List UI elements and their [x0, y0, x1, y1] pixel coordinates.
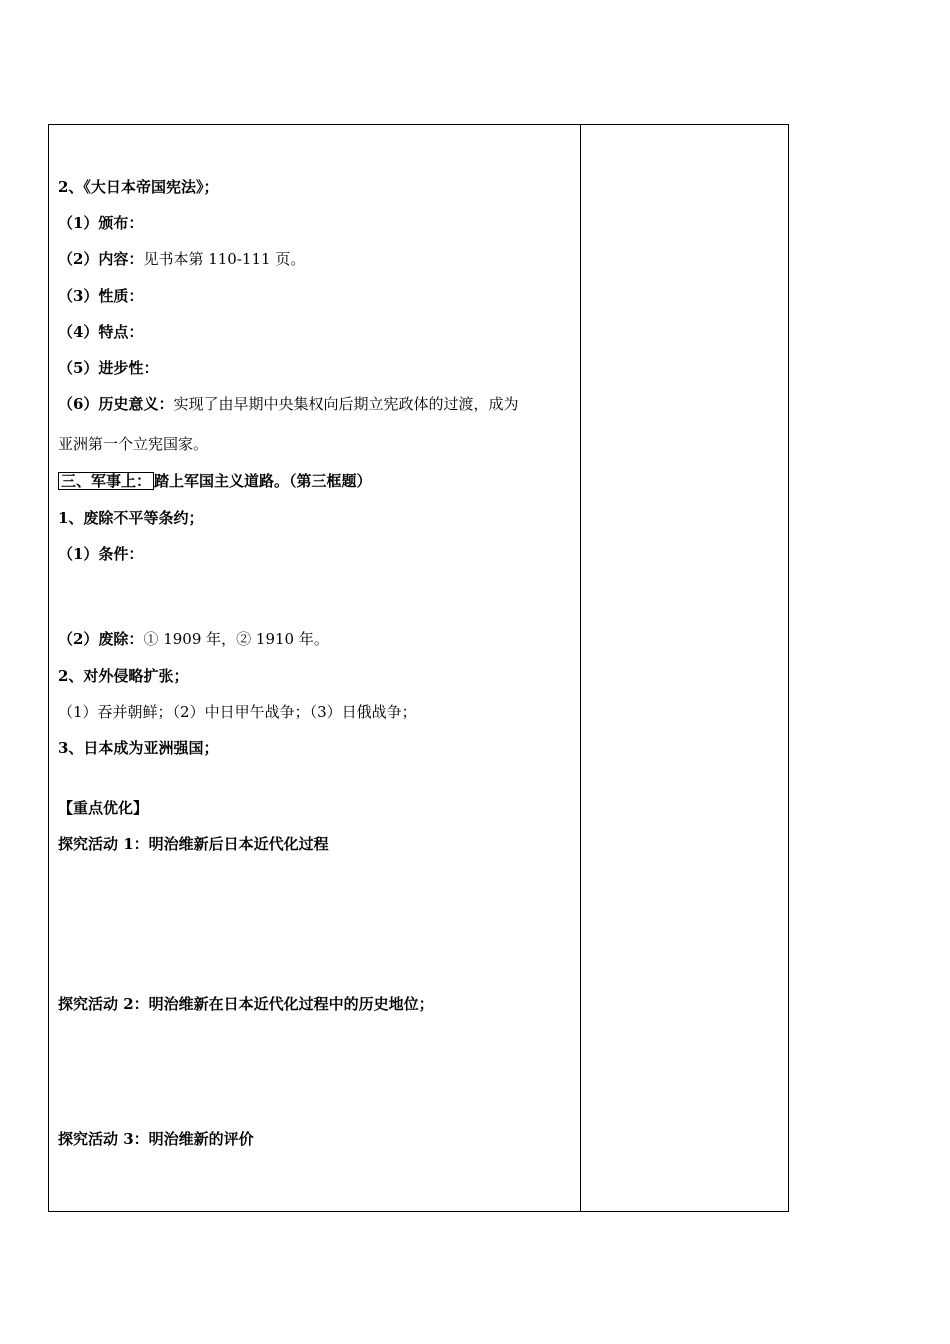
military-heading-rest: 踏上军国主义道路。（第三框题） [154, 472, 372, 490]
worksheet-table [48, 124, 789, 1212]
content-text: 见书本第 110-111 页。 [143, 250, 306, 268]
progressiveness-label: （5）进步性： [58, 359, 159, 377]
military-item-1: 1、废除不平等条约； [58, 509, 204, 527]
activity-3: 探究活动 3：明治维新的评价 [58, 1130, 254, 1148]
activity-2: 探究活动 2：明治维新在日本近代化过程中的历史地位； [58, 995, 434, 1013]
abolition-text: ① 1909 年，② 1910 年。 [143, 630, 329, 648]
military-boxed-label: 三、军事上： [58, 472, 154, 490]
activity-1: 探究活动 1：明治维新后日本近代化过程 [58, 835, 329, 853]
key-points-heading: 【重点优化】 [58, 799, 149, 817]
constitution-heading: 2、《大日本帝国宪法》； [58, 178, 219, 196]
significance-line [58, 394, 518, 414]
content-line [58, 249, 305, 269]
military-heading [58, 471, 372, 491]
nature-label: （3）性质： [58, 287, 144, 305]
content-label: （2）内容： [58, 250, 144, 268]
significance-text: 实现了由早期中央集权向后期立宪政体的过渡，成为 [173, 395, 519, 413]
abolition-label: （2）废除： [58, 630, 144, 648]
column-divider [580, 125, 581, 1211]
conditions-label: （1）条件： [58, 545, 144, 563]
significance-text-2: 亚洲第一个立宪国家。 [58, 435, 209, 453]
features-label: （4）特点： [58, 323, 144, 341]
wars-list: （1）吞并朝鲜；（2）中日甲午战争；（3）日俄战争； [58, 703, 417, 721]
military-item-3: 3、日本成为亚洲强国； [58, 739, 219, 757]
significance-label: （6）历史意义： [58, 395, 174, 413]
abolition-line [58, 629, 329, 649]
military-item-2: 2、对外侵略扩张； [58, 667, 189, 685]
promulgation-label: （1）颁布： [58, 214, 144, 232]
